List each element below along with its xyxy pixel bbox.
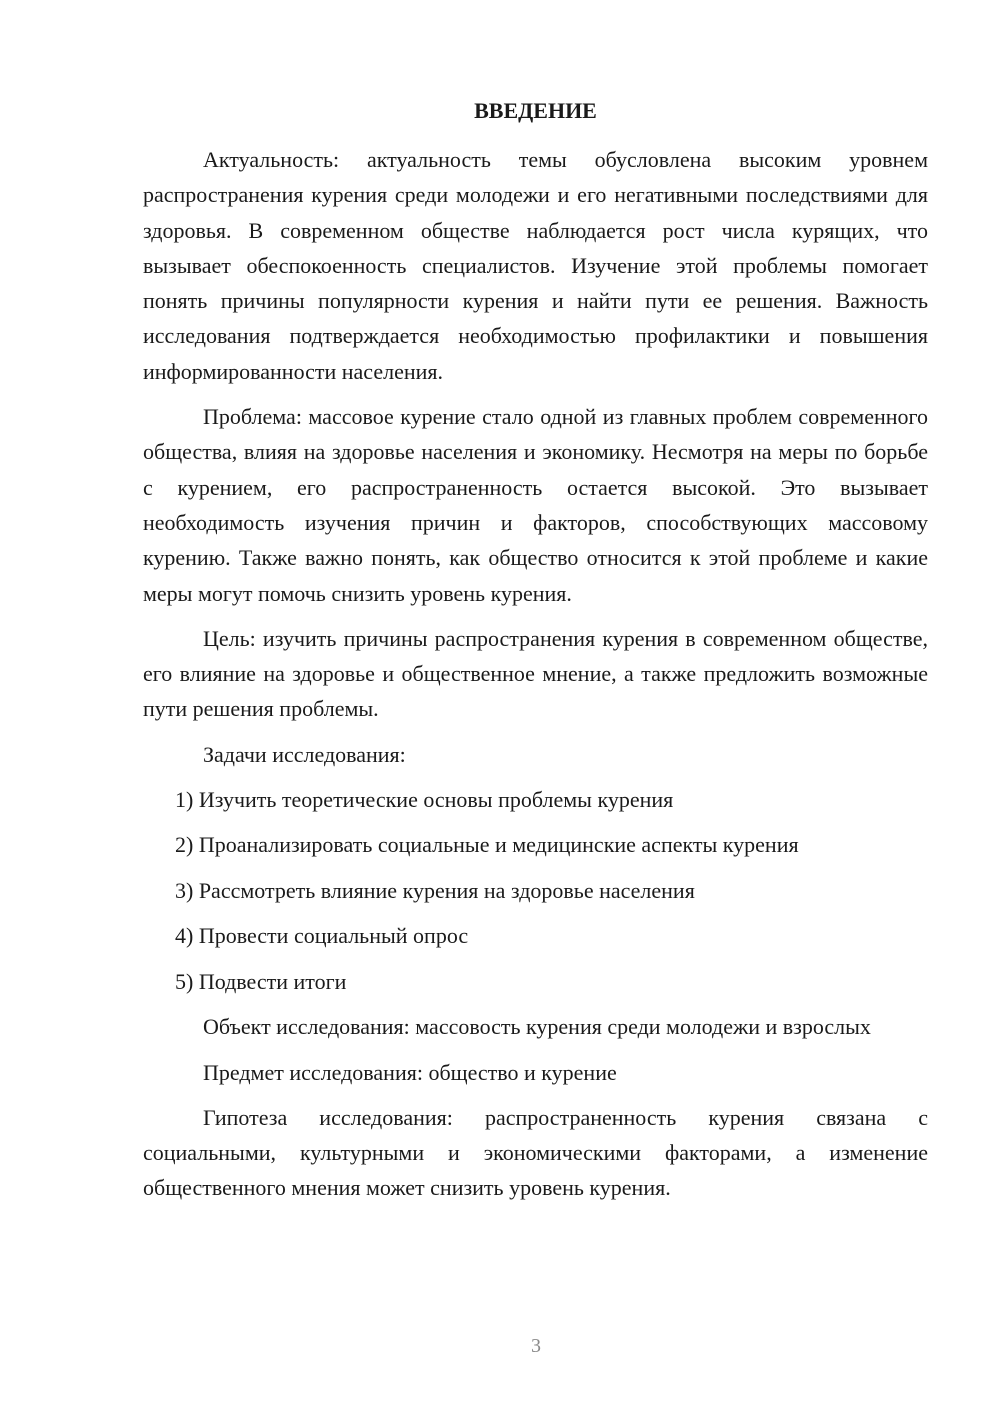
task-item-1: 1) Изучить теоретические основы проблемы курения <box>175 786 674 812</box>
task-item-4: 4) Провести социальный опрос <box>175 923 469 949</box>
problem-paragraph: Проблема: массовое курение стало одной из главных проблем современного общества, влияя на здоровье населения и экономику. Несмотря на меры по борьбе с курением, его распространенность остается высокой. Это вызывает необходимость изучения причин и факторов, способствующих массовому курению. Также важно понять, как общество относится к этой проблеме и какие меры могут помочь снизить уровень курения. <box>143 404 928 606</box>
task-item-2: 2) Проанализировать социальные и медицинские аспекты курения <box>175 832 799 858</box>
goal-paragraph: Цель: изучить причины распространения курения в современном обществе, его влияние на здоровье и общественное мнение, а также предложить возможные пути решения проблемы. <box>143 625 928 722</box>
task-item-3: 3) Рассмотреть влияние курения на здоровье населения <box>175 877 695 903</box>
task-item-5: 5) Подвести итоги <box>175 968 347 994</box>
page-title: ВВЕДЕНИЕ <box>474 98 597 123</box>
page-content <box>143 96 928 1216</box>
page-number: 3 <box>531 1335 541 1357</box>
relevance-paragraph: Актуальность: актуальность темы обусловлена высоким уровнем распространения курения среди молодежи и его негативными последствиями для здоровья. В современном обществе наблюдается рост числа курящих, что вызывает обеспокоенность специалистов. Изучение этой проблемы помогает понять причины популярности курения и найти пути ее решения. Важность исследования подтверждается необходимостью профилактики и повышения информированности населения. <box>143 147 928 384</box>
subject-paragraph: Предмет исследования: общество и курение <box>203 1059 617 1085</box>
hypothesis-paragraph: Гипотеза исследования: распространенность курения связана с социальными, культурными и экономическими факторами, а изменение общественного мнения может снизить уровень курения. <box>143 1104 928 1201</box>
task-list <box>143 782 928 999</box>
object-paragraph: Объект исследования: массовость курения среди молодежи и взрослых <box>203 1014 871 1040</box>
tasks-title: Задачи исследования: <box>203 741 406 767</box>
